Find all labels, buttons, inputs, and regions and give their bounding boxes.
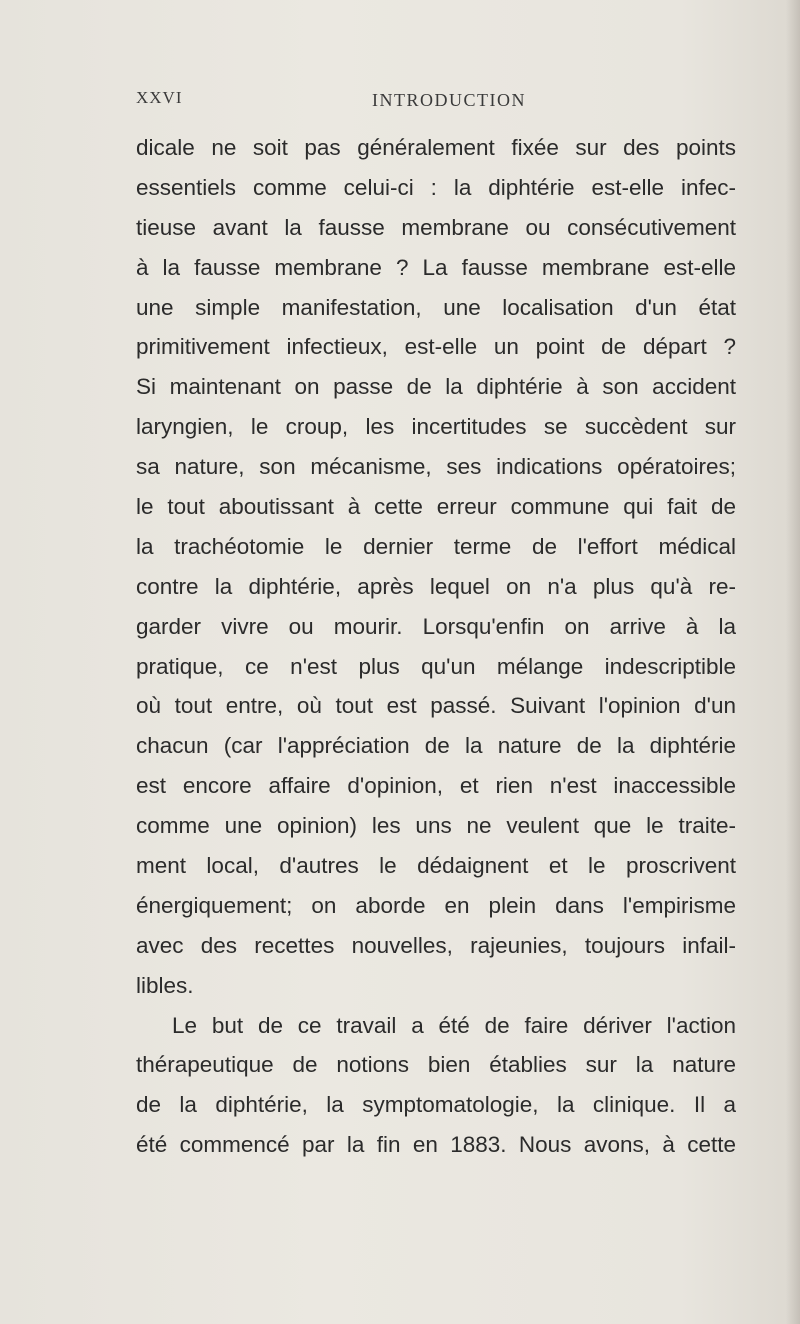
text-line: avec des recettes nouvelles, rajeunies, toujours infail- [136, 932, 736, 958]
text-line: sa nature, son mécanisme, ses indications opératoires; [136, 454, 736, 480]
text-line: de la diphtérie, la symptomatologie, la clinique. Il a [136, 1092, 736, 1118]
body-text [136, 128, 736, 1165]
text-line: ment local, d'autres le dédaignent et le proscrivent [136, 853, 736, 879]
text-line: la trachéotomie le dernier terme de l'effort médical [136, 533, 736, 559]
text-line: été commencé par la fin en 1883. Nous avons, à cette [136, 1132, 736, 1158]
text-line: pratique, ce n'est plus qu'un mélange indescriptible [136, 653, 736, 679]
text-line: Si maintenant on passe de la diphtérie à son accident [136, 374, 736, 400]
page-number: XXVI [136, 88, 183, 107]
paragraph-end-line: libles. [136, 972, 194, 998]
paragraph-start-line: Le but de ce travail a été de faire dériver l'action [172, 1012, 736, 1038]
text-line: dicale ne soit pas généralement fixée sur des points [136, 135, 736, 160]
text-line: le tout aboutissant à cette erreur commune qui fait de [136, 494, 736, 520]
text-line: laryngien, le croup, les incertitudes se succèdent sur [136, 414, 736, 440]
text-line: thérapeutique de notions bien établies sur la nature [136, 1052, 736, 1078]
text-line: essentiels comme celui-ci : la diphtérie est-elle infec- [136, 174, 736, 200]
text-line: chacun (car l'appréciation de la nature de la diphtérie [136, 733, 736, 759]
text-line: où tout entre, où tout est passé. Suivant l'opinion d'un [136, 693, 736, 719]
text-line: tieuse avant la fausse membrane ou consécutivement [136, 214, 736, 240]
text-line: une simple manifestation, une localisation d'un état [136, 294, 736, 320]
text-line: garder vivre ou mourir. Lorsqu'enfin on arrive à la [136, 613, 736, 639]
text-line: est encore affaire d'opinion, et rien n'est inaccessible [136, 773, 736, 799]
running-header [136, 88, 736, 118]
running-title: INTRODUCTION [372, 90, 526, 110]
page-edge-shadow [786, 0, 800, 1324]
text-line: à la fausse membrane ? La fausse membrane est-elle [136, 254, 736, 280]
text-line: primitivement infectieux, est-elle un point de départ ? [136, 334, 736, 360]
text-line: énergiquement; on aborde en plein dans l'empirisme [136, 892, 736, 918]
text-line: comme une opinion) les uns ne veulent que le traite- [136, 813, 736, 839]
text-line: contre la diphtérie, après lequel on n'a plus qu'à re- [136, 573, 736, 599]
